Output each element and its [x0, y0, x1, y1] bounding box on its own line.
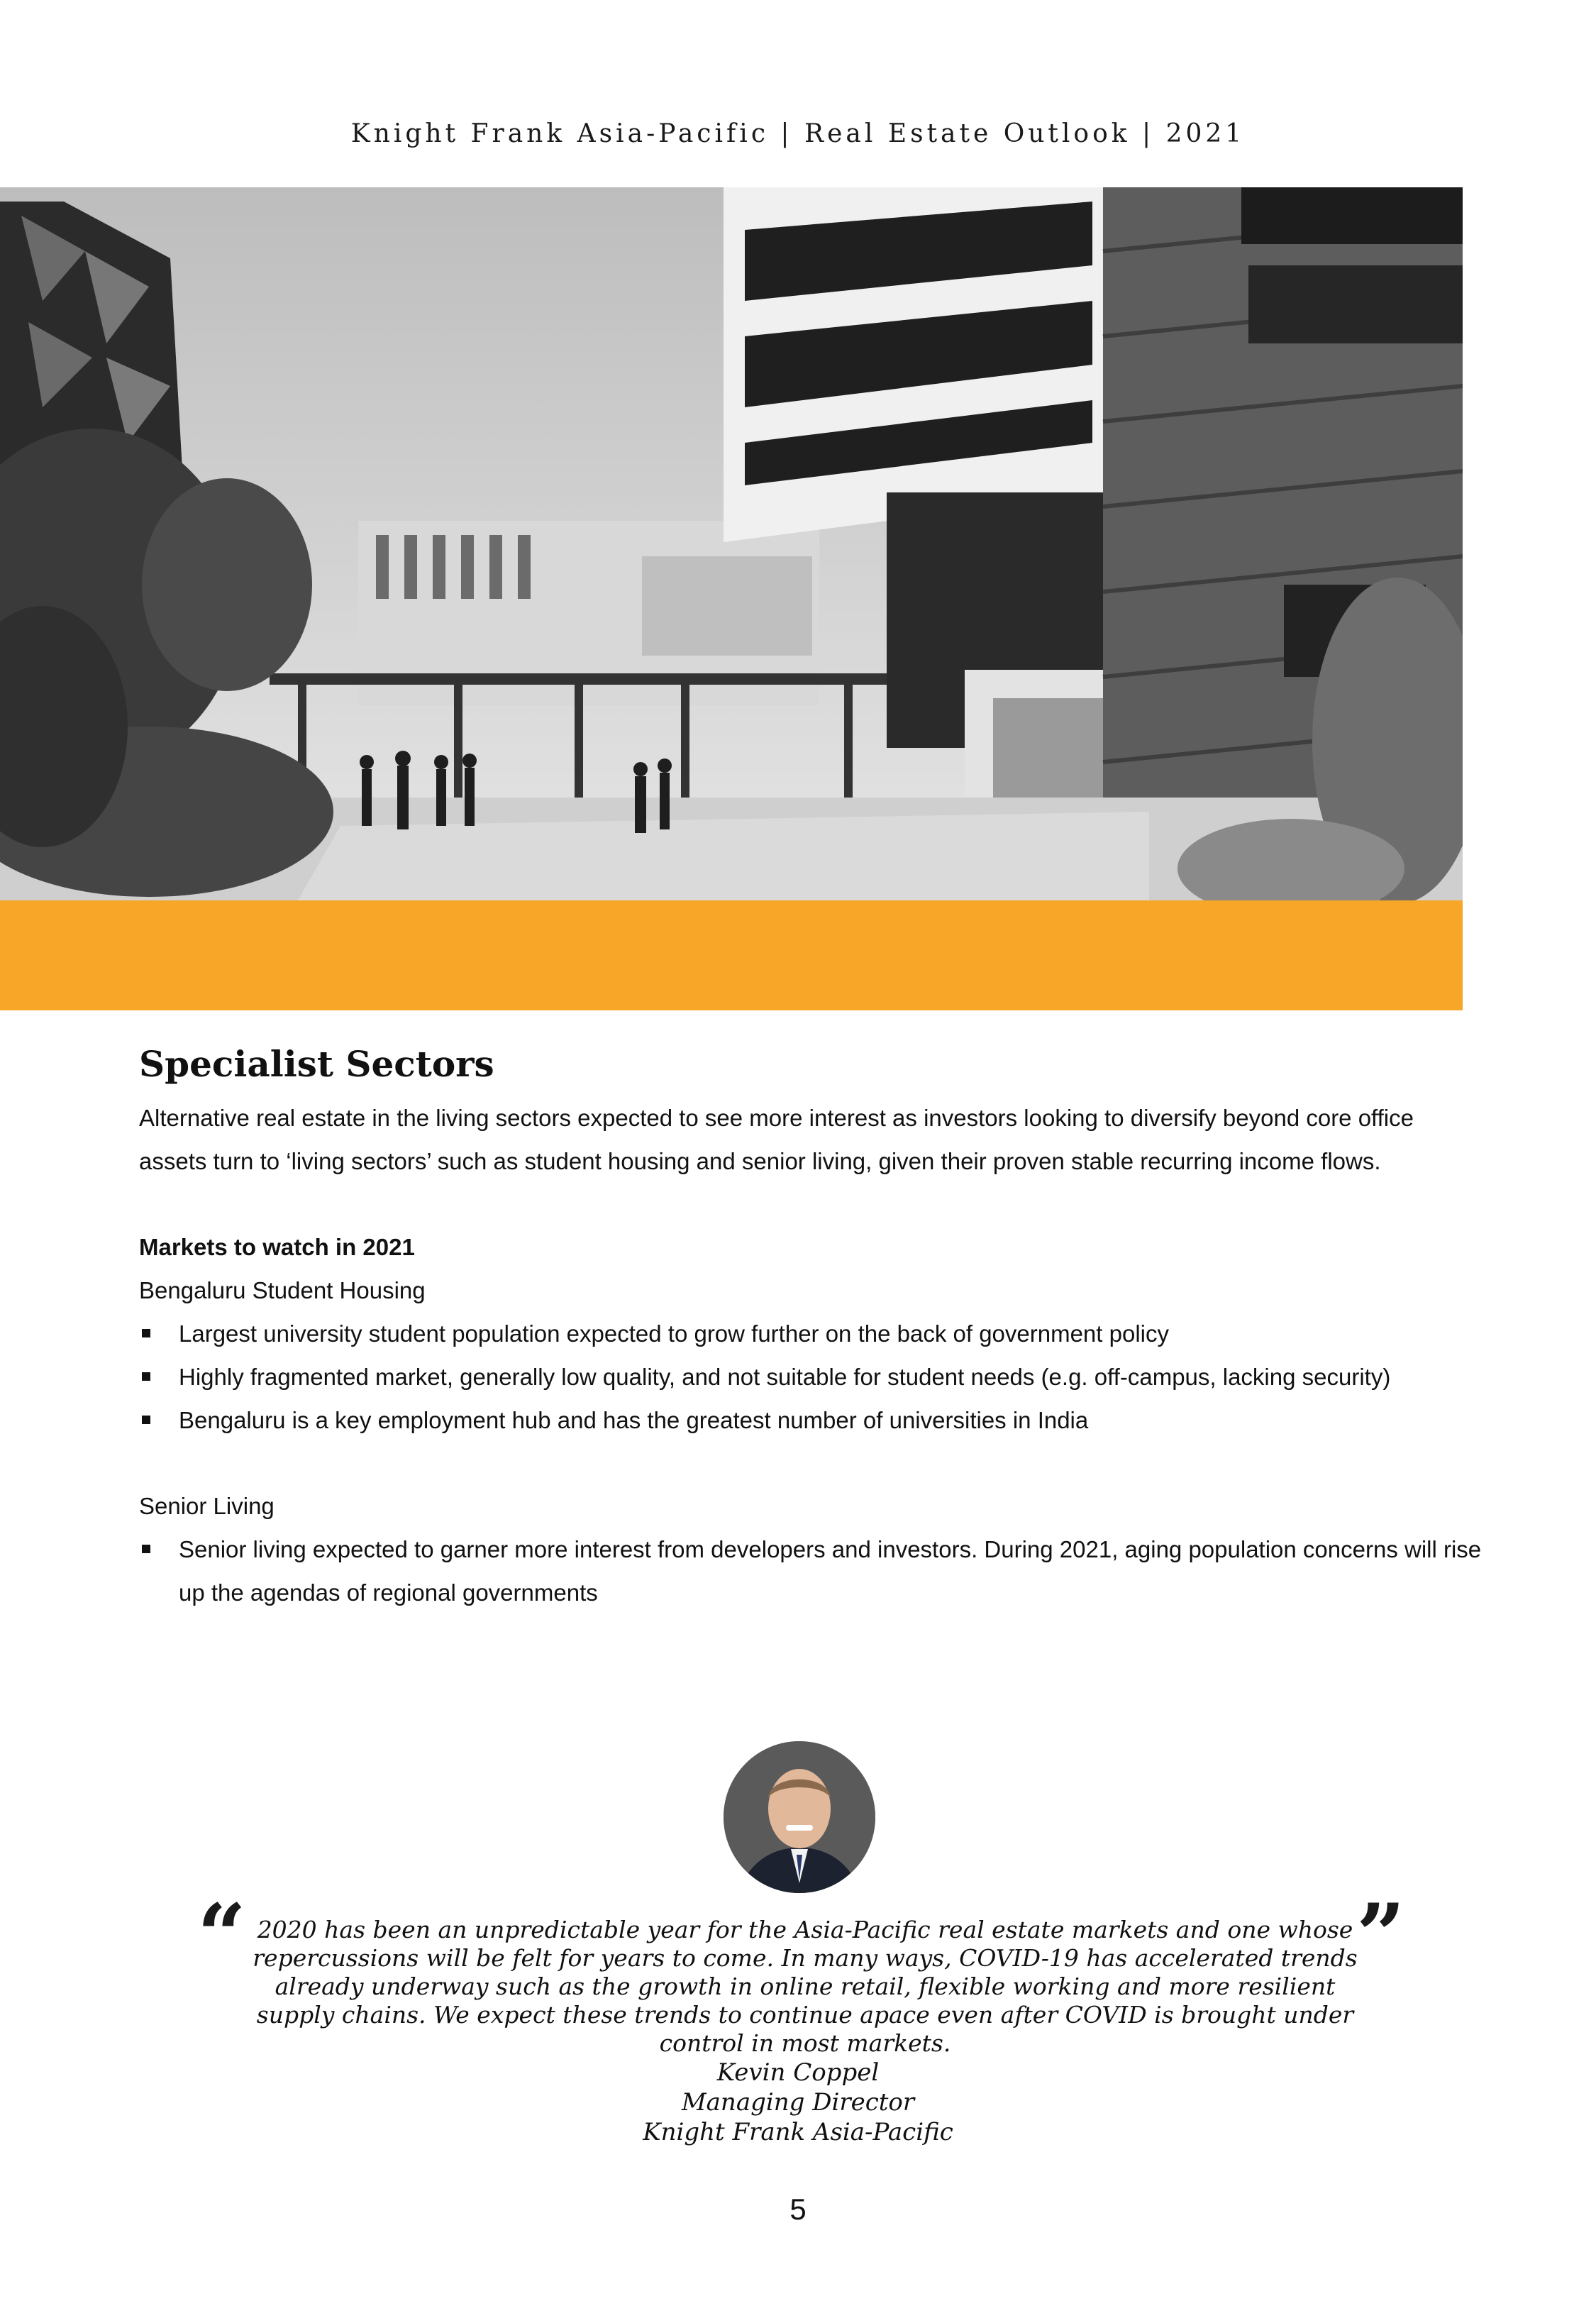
list-item-text: Largest university student population expected to grow further on the back of government policy [179, 1320, 1169, 1347]
square-bullet-icon [142, 1545, 150, 1553]
section-intro: Alternative real estate in the living sectors expected to see more interest as investors looking to diversify beyond core office assets turn to ‘living sectors’ such as student housing and senior living, given their proven stable recurring income flows. [139, 1105, 1414, 1174]
bullet-list [139, 1528, 1487, 1614]
main-content [139, 1043, 1487, 1614]
market-title: Senior Living [139, 1493, 275, 1519]
market-block-bengaluru [139, 1269, 1487, 1442]
square-bullet-icon [142, 1329, 150, 1337]
square-bullet-icon [142, 1372, 150, 1381]
list-item [139, 1312, 1487, 1355]
list-item [139, 1399, 1487, 1442]
pull-quote-text: 2020 has been an unpredictable year for the Asia-Pacific real estate markets and one whose repercussions will be felt for years to come. In many ways, COVID-19 has accelerated trends already underway such as the growth in online retail, flexible working and more resilient supply chains. We expect these trends to continue apace even after COVID is brought under control in most markets. [253, 1916, 1358, 2057]
bullet-list [139, 1312, 1487, 1442]
hero-photo-campus-buildings [0, 187, 1463, 900]
list-item-text: Bengaluru is a key employment hub and has the greatest number of universities in India [179, 1407, 1089, 1433]
open-quote-icon: “ [197, 1885, 247, 1985]
section-title: Specialist Sectors [139, 1043, 494, 1085]
avatar-portrait [724, 1741, 875, 1893]
market-block-senior-living [139, 1484, 1487, 1614]
running-header: Knight Frank Asia-Pacific | Real Estate Outlook | 2021 [350, 119, 1246, 148]
quote-attribution [0, 2058, 1596, 2147]
list-item [139, 1528, 1487, 1614]
list-item-text: Senior living expected to garner more interest from developers and investors. During 2021, aging population concerns will rise up the agendas of regional governments [179, 1536, 1482, 1606]
quote-author-organization: Knight Frank Asia-Pacific [643, 2118, 953, 2146]
square-bullet-icon [142, 1416, 150, 1424]
orange-accent-band [0, 900, 1463, 1010]
quote-author: Kevin Coppel [716, 2058, 880, 2087]
list-item [139, 1355, 1487, 1399]
list-item-text: Highly fragmented market, generally low quality, and not suitable for student needs (e.g. off-campus, lacking security) [179, 1364, 1391, 1390]
quote-author-role: Managing Director [681, 2088, 915, 2117]
markets-heading: Markets to watch in 2021 [139, 1234, 415, 1260]
market-title: Bengaluru Student Housing [139, 1277, 426, 1303]
close-quote-icon: ” [1356, 1885, 1406, 1985]
page-number: 5 [789, 2192, 807, 2226]
